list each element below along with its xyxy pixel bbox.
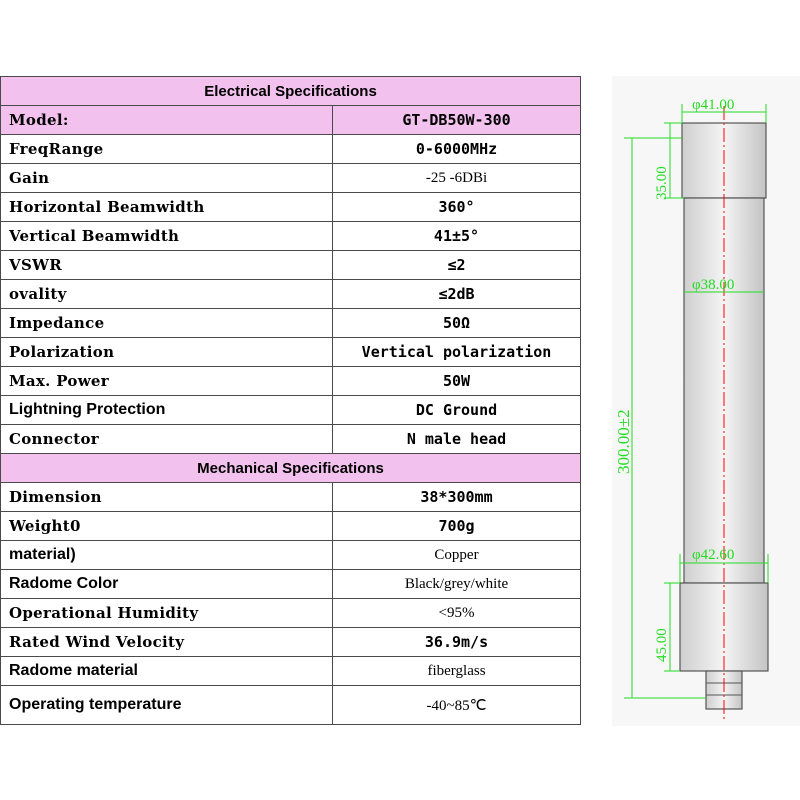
spec-value: 700g <box>333 512 581 541</box>
spec-row-operating-temperature <box>1 686 581 725</box>
spec-label: ovality <box>1 280 333 309</box>
specifications-table <box>0 76 581 725</box>
spec-row-connector <box>1 425 581 454</box>
spec-value: ≤2 <box>333 251 581 280</box>
spec-row-radome-material <box>1 657 581 686</box>
spec-value: -40~85℃ <box>333 686 581 725</box>
spec-label: Gain <box>1 164 333 193</box>
spec-label: Vertical Beamwidth <box>1 222 333 251</box>
spec-label: Max. Power <box>1 367 333 396</box>
spec-value: N male head <box>333 425 581 454</box>
electrical-title: Electrical Specifications <box>1 77 581 106</box>
dim-mid-diameter: φ38.00 <box>692 277 735 293</box>
spec-row-max-power <box>1 367 581 396</box>
spec-value: 36.9m/s <box>333 628 581 657</box>
spec-row-freq-range <box>1 135 581 164</box>
spec-label: Dimension <box>1 483 333 512</box>
mechanical-section-header <box>1 454 581 483</box>
electrical-section-header <box>1 77 581 106</box>
spec-value: ≤2dB <box>333 280 581 309</box>
spec-label: FreqRange <box>1 135 333 164</box>
spec-row-rated-wind-velocity <box>1 628 581 657</box>
spec-label: Model: <box>1 106 333 135</box>
spec-value: 38*300mm <box>333 483 581 512</box>
spec-label: Radome Color <box>1 570 333 599</box>
spec-row-ovality <box>1 280 581 309</box>
spec-value: -25 -6DBi <box>333 164 581 193</box>
spec-row-weight <box>1 512 581 541</box>
spec-label: Connector <box>1 425 333 454</box>
spec-row-impedance <box>1 309 581 338</box>
spec-value: Copper <box>333 541 581 570</box>
spec-row-material <box>1 541 581 570</box>
spec-label: VSWR <box>1 251 333 280</box>
spec-value: GT-DB50W-300 <box>333 106 581 135</box>
spec-row-polarization <box>1 338 581 367</box>
spec-row-operational-humidity <box>1 599 581 628</box>
spec-label: Lightning Protection <box>1 396 333 425</box>
spec-label: Horizontal Beamwidth <box>1 193 333 222</box>
spec-label: Rated Wind Velocity <box>1 628 333 657</box>
dim-top-length: 35.00 <box>654 166 670 200</box>
spec-value: DC Ground <box>333 396 581 425</box>
spec-value: fiberglass <box>333 657 581 686</box>
spec-value: 360° <box>333 193 581 222</box>
spec-label: Impedance <box>1 309 333 338</box>
spec-row-model <box>1 106 581 135</box>
dim-top-diameter: φ41.00 <box>692 97 735 113</box>
spec-label: Operating temperature <box>1 686 333 725</box>
spec-row-gain <box>1 164 581 193</box>
spec-value: 50Ω <box>333 309 581 338</box>
dim-base-length: 45.00 <box>654 628 670 662</box>
spec-value: 0-6000MHz <box>333 135 581 164</box>
spec-value: <95% <box>333 599 581 628</box>
spec-row-lightning-protection <box>1 396 581 425</box>
antenna-drawing <box>612 76 800 726</box>
spec-value: Black/grey/white <box>333 570 581 599</box>
spec-label: Radome material <box>1 657 333 686</box>
mechanical-title: Mechanical Specifications <box>1 454 581 483</box>
spec-value: Vertical polarization <box>333 338 581 367</box>
spec-value: 41±5° <box>333 222 581 251</box>
spec-row-horizontal-beamwidth <box>1 193 581 222</box>
spec-row-vertical-beamwidth <box>1 222 581 251</box>
spec-label: Weight0 <box>1 512 333 541</box>
dim-total-length: 300.00±2 <box>614 409 633 474</box>
spec-label: Polarization <box>1 338 333 367</box>
spec-row-dimension <box>1 483 581 512</box>
spec-row-vswr <box>1 251 581 280</box>
dim-base-diameter: φ42.60 <box>692 547 735 563</box>
spec-label: material) <box>1 541 333 570</box>
spec-value: 50W <box>333 367 581 396</box>
spec-row-radome-color <box>1 570 581 599</box>
spec-label: Operational Humidity <box>1 599 333 628</box>
